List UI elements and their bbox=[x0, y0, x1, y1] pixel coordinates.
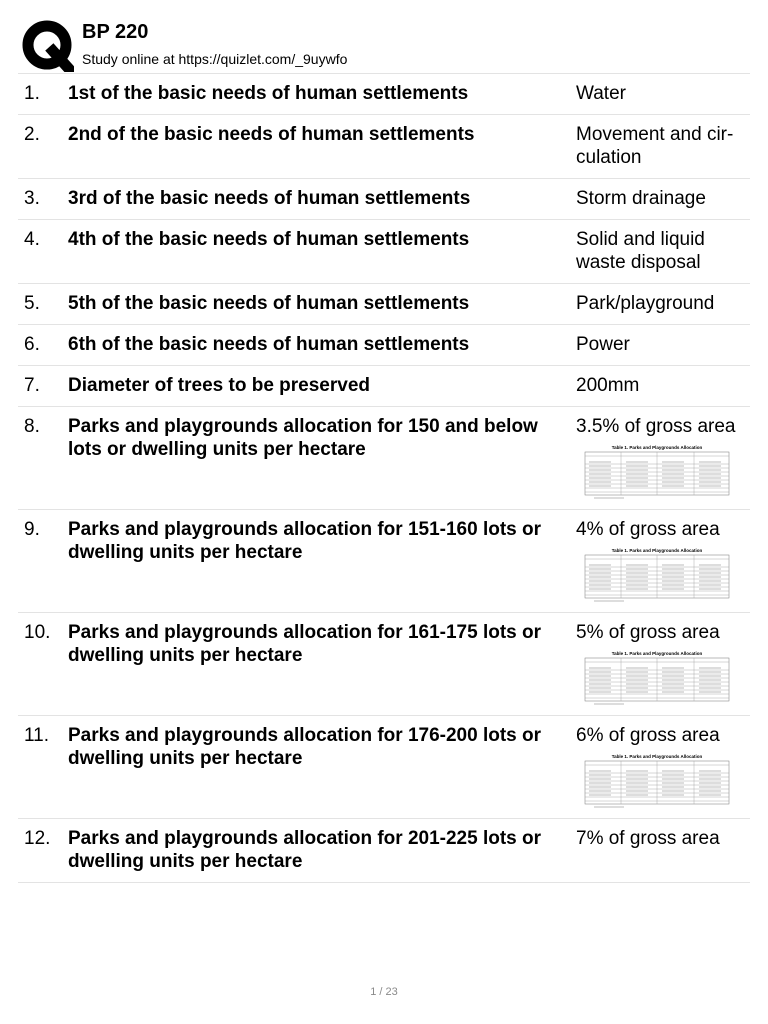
study-online-link[interactable]: Study online at https://quizlet.com/_9uywfo bbox=[82, 51, 348, 67]
flashcard-row bbox=[18, 510, 750, 613]
deck-title: BP 220 bbox=[82, 21, 149, 43]
card-number: 3. bbox=[24, 188, 40, 209]
card-definition: 7% of gross area bbox=[576, 828, 720, 849]
card-term: Parks and playgrounds allocation for 150 and below lots or dwelling units per hectare bbox=[68, 416, 538, 460]
page-number: 1 / 23 bbox=[370, 986, 398, 998]
card-definition-cell bbox=[576, 333, 750, 356]
card-definition: Solid and liquid waste disposal bbox=[576, 229, 705, 273]
flashcard-row bbox=[18, 284, 750, 325]
card-definition-cell bbox=[576, 518, 750, 603]
card-number: 11. bbox=[24, 725, 50, 746]
card-term: Diameter of trees to be preserved bbox=[68, 375, 371, 396]
card-term: Parks and playgrounds allocation for 151-160 lots or dwelling units per hectare bbox=[68, 519, 542, 563]
flashcard-row bbox=[18, 716, 750, 819]
card-number: 6. bbox=[24, 334, 40, 355]
card-definition: 6% of gross area bbox=[576, 725, 720, 746]
card-number: 2. bbox=[24, 124, 40, 145]
card-definition-cell bbox=[576, 292, 750, 315]
card-number: 5. bbox=[24, 293, 40, 314]
card-number: 9. bbox=[24, 519, 40, 540]
card-number: 7. bbox=[24, 375, 40, 396]
table-image-caption: Table 1. Parks and Playgrounds Allocation bbox=[611, 445, 703, 450]
flashcard-row bbox=[18, 325, 750, 366]
parks-allocation-table-image bbox=[584, 547, 730, 603]
flashcard-row bbox=[18, 613, 750, 716]
card-definition-cell bbox=[576, 123, 750, 169]
card-number: 12. bbox=[24, 828, 51, 849]
card-definition: 3.5% of gross area bbox=[576, 416, 736, 437]
quizlet-logo-icon bbox=[20, 18, 74, 72]
card-number: 10. bbox=[24, 622, 51, 643]
flashcard-row bbox=[18, 220, 750, 284]
parks-allocation-table-image bbox=[584, 444, 730, 500]
card-definition-cell bbox=[576, 827, 750, 873]
card-definition-cell bbox=[576, 621, 750, 706]
card-definition: Movement and cir-culation bbox=[576, 124, 734, 168]
flashcard-row bbox=[18, 74, 750, 115]
flashcard-row bbox=[18, 115, 750, 179]
card-term: 1st of the basic needs of human settlements bbox=[68, 83, 469, 104]
flashcard-list bbox=[18, 73, 750, 883]
card-number: 8. bbox=[24, 416, 40, 437]
card-term: 4th of the basic needs of human settlements bbox=[68, 229, 470, 250]
flashcard-row bbox=[18, 366, 750, 407]
card-term: 6th of the basic needs of human settlements bbox=[68, 334, 470, 355]
table-image-caption: Table 1. Parks and Playgrounds Allocation bbox=[611, 651, 703, 656]
flashcard-row bbox=[18, 407, 750, 510]
card-term: 5th of the basic needs of human settlements bbox=[68, 293, 470, 314]
flashcard-row bbox=[18, 179, 750, 220]
card-definition: Water bbox=[576, 83, 626, 104]
card-number: 4. bbox=[24, 229, 40, 250]
flashcard-row bbox=[18, 819, 750, 883]
card-definition-cell bbox=[576, 187, 750, 210]
card-definition-cell bbox=[576, 82, 750, 105]
table-image-caption: Table 1. Parks and Playgrounds Allocation bbox=[611, 548, 703, 553]
card-definition: Storm drainage bbox=[576, 188, 706, 209]
card-term: 3rd of the basic needs of human settlements bbox=[68, 188, 471, 209]
card-definition-cell bbox=[576, 228, 750, 274]
table-image-caption: Table 1. Parks and Playgrounds Allocation bbox=[611, 754, 703, 759]
card-term: Parks and playgrounds allocation for 176-200 lots or dwelling units per hectare bbox=[68, 725, 542, 769]
card-definition: Park/playground bbox=[576, 293, 715, 314]
card-definition-cell bbox=[576, 724, 750, 809]
card-term: 2nd of the basic needs of human settlements bbox=[68, 124, 475, 145]
parks-allocation-table-image bbox=[584, 753, 730, 809]
card-definition: 200mm bbox=[576, 375, 640, 396]
card-definition-cell bbox=[576, 374, 750, 397]
card-definition: Power bbox=[576, 334, 630, 355]
card-definition-cell bbox=[576, 415, 750, 500]
card-definition: 4% of gross area bbox=[576, 519, 720, 540]
card-number: 1. bbox=[24, 83, 40, 104]
card-definition: 5% of gross area bbox=[576, 622, 720, 643]
parks-allocation-table-image bbox=[584, 650, 730, 706]
card-term: Parks and playgrounds allocation for 201-225 lots or dwelling units per hectare bbox=[68, 828, 542, 872]
card-term: Parks and playgrounds allocation for 161-175 lots or dwelling units per hectare bbox=[68, 622, 542, 666]
